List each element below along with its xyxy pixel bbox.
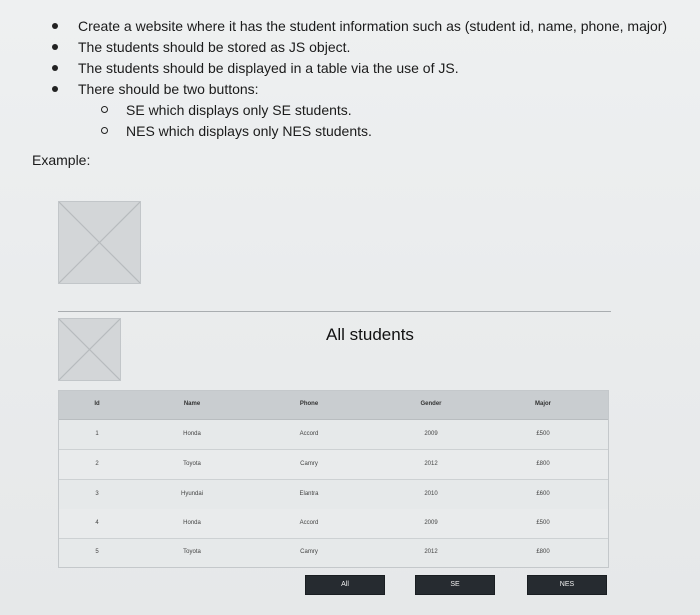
header-cell: Phone [299, 401, 319, 407]
list-item [0, 16, 700, 36]
table-cell: 2012 [424, 549, 438, 555]
table-cell: £500 [536, 431, 550, 437]
bullet-dot-icon [52, 23, 58, 29]
hollow-bullet-icon [101, 127, 108, 134]
table-cell: 2009 [424, 520, 438, 526]
sub-list-item [0, 100, 700, 120]
image-placeholder-icon [58, 201, 141, 284]
sub-list-item [0, 121, 700, 141]
table-cell: Hyundai [180, 491, 204, 497]
bullet-text: The students should be displayed in a table via the use of JS. [78, 60, 459, 76]
table-cell: Camry [300, 549, 318, 555]
table-cell: 3 [95, 491, 99, 497]
se-button[interactable]: SE [415, 575, 495, 595]
header-cell: Id [94, 401, 100, 407]
bullet-text: There should be two buttons: [78, 81, 259, 97]
table-row [59, 509, 608, 539]
table-cell: Accord [299, 431, 319, 437]
table-cell: £500 [536, 520, 550, 526]
table-row [59, 420, 608, 450]
table-cell: 2009 [424, 431, 438, 437]
table-row [59, 538, 608, 567]
table-cell: £800 [536, 549, 550, 555]
table-cell: £800 [536, 461, 550, 467]
table-cell: 2012 [424, 461, 438, 467]
header-cell: Name [183, 401, 201, 407]
table-cell: Accord [299, 520, 319, 526]
example-label: Example: [32, 152, 91, 168]
students-table [58, 390, 609, 568]
table-header [59, 391, 608, 420]
table-row [59, 480, 608, 510]
sub-bullet-text: NES which displays only NES students. [126, 123, 372, 139]
header-cell: Major [534, 401, 552, 407]
table-row [59, 450, 608, 480]
table-cell: 5 [95, 549, 99, 555]
table-cell: Camry [300, 461, 318, 467]
bullet-text: The students should be stored as JS object. [78, 39, 351, 55]
bullet-text: Create a website where it has the student information such as (student id, name, phone, major) [78, 18, 668, 34]
list-item [0, 79, 700, 99]
table-cell: 2010 [424, 491, 438, 497]
table-cell: Honda [183, 520, 201, 526]
image-placeholder-icon [58, 318, 121, 381]
table-cell: £600 [536, 491, 550, 497]
bullet-dot-icon [52, 65, 58, 71]
table-cell: Elantra [299, 491, 319, 497]
all-button[interactable]: All [305, 575, 385, 595]
list-item [0, 37, 700, 57]
table-cell: Toyota [183, 461, 201, 467]
mockup-title: All students [326, 325, 414, 344]
bullet-dot-icon [52, 44, 58, 50]
table-cell: 4 [95, 520, 99, 526]
table-cell: 2 [95, 461, 99, 467]
table-cell: Toyota [183, 549, 201, 555]
header-cell: Gender [420, 401, 442, 407]
sub-bullet-text: SE which displays only SE students. [126, 102, 352, 118]
nes-button[interactable]: NES [527, 575, 607, 595]
hollow-bullet-icon [101, 106, 108, 113]
section-divider [58, 311, 611, 312]
bullet-dot-icon [52, 86, 58, 92]
list-item [0, 58, 700, 78]
table-cell: Honda [183, 431, 201, 437]
table-cell: 1 [95, 431, 99, 437]
